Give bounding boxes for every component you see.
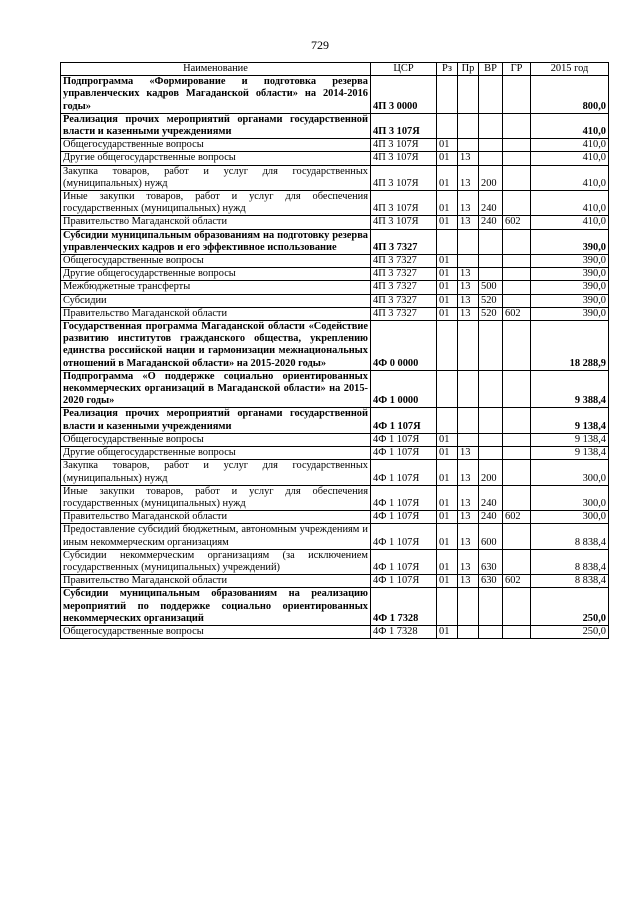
row-pr: 13 bbox=[458, 281, 479, 294]
row-vr bbox=[479, 433, 503, 446]
row-vr: 200 bbox=[479, 165, 503, 190]
row-rz: 01 bbox=[437, 549, 458, 574]
row-gr bbox=[503, 408, 531, 433]
row-amount: 390,0 bbox=[531, 229, 609, 254]
row-vr bbox=[479, 321, 503, 371]
row-pr bbox=[458, 113, 479, 138]
header-amount: 2015 год bbox=[531, 63, 609, 76]
header-rz: Рз bbox=[437, 63, 458, 76]
row-amount: 250,0 bbox=[531, 588, 609, 626]
row-amount: 390,0 bbox=[531, 281, 609, 294]
row-csr: 4П 3 0000 bbox=[371, 76, 437, 114]
table-row bbox=[61, 152, 609, 165]
row-pr: 13 bbox=[458, 575, 479, 588]
row-rz: 01 bbox=[437, 152, 458, 165]
row-gr bbox=[503, 321, 531, 371]
row-rz: 01 bbox=[437, 307, 458, 320]
row-amount: 9 138,4 bbox=[531, 408, 609, 433]
row-rz bbox=[437, 370, 458, 408]
row-pr: 13 bbox=[458, 460, 479, 485]
row-gr bbox=[503, 165, 531, 190]
table-row bbox=[61, 524, 609, 549]
row-rz: 01 bbox=[437, 281, 458, 294]
row-pr: 13 bbox=[458, 165, 479, 190]
row-gr bbox=[503, 255, 531, 268]
row-csr: 4Ф 1 107Я bbox=[371, 549, 437, 574]
table-row bbox=[61, 281, 609, 294]
row-csr: 4П 3 7327 bbox=[371, 281, 437, 294]
row-gr: 602 bbox=[503, 511, 531, 524]
row-vr bbox=[479, 408, 503, 433]
header-csr: ЦСР bbox=[371, 63, 437, 76]
row-rz: 01 bbox=[437, 625, 458, 638]
row-rz: 01 bbox=[437, 255, 458, 268]
row-pr: 13 bbox=[458, 216, 479, 229]
row-vr: 630 bbox=[479, 549, 503, 574]
row-amount: 9 138,4 bbox=[531, 447, 609, 460]
row-csr: 4Ф 1 7328 bbox=[371, 625, 437, 638]
table-row bbox=[61, 229, 609, 254]
row-amount: 410,0 bbox=[531, 139, 609, 152]
table-row bbox=[61, 408, 609, 433]
row-csr: 4Ф 0 0000 bbox=[371, 321, 437, 371]
row-name: Субсидии муниципальным образованиям на реализацию мероприятий по поддержке социально ориентированных некоммерческих организаций bbox=[61, 588, 371, 626]
row-gr bbox=[503, 460, 531, 485]
table-row bbox=[61, 433, 609, 446]
row-gr bbox=[503, 485, 531, 510]
row-name: Правительство Магаданской области bbox=[61, 216, 371, 229]
row-amount: 390,0 bbox=[531, 255, 609, 268]
row-gr: 602 bbox=[503, 575, 531, 588]
row-pr: 13 bbox=[458, 485, 479, 510]
row-vr bbox=[479, 113, 503, 138]
row-pr bbox=[458, 433, 479, 446]
row-rz: 01 bbox=[437, 575, 458, 588]
row-name: Подпрограмма «Формирование и подготовка резерва управленческих кадров Магаданской области» на 2014-2016 годы» bbox=[61, 76, 371, 114]
row-amount: 410,0 bbox=[531, 216, 609, 229]
table-row bbox=[61, 460, 609, 485]
row-csr: 4П 3 107Я bbox=[371, 113, 437, 138]
row-pr: 13 bbox=[458, 447, 479, 460]
row-name: Правительство Магаданской области bbox=[61, 575, 371, 588]
table-row bbox=[61, 511, 609, 524]
row-vr: 500 bbox=[479, 281, 503, 294]
row-amount: 250,0 bbox=[531, 625, 609, 638]
row-gr bbox=[503, 139, 531, 152]
row-csr: 4Ф 1 107Я bbox=[371, 433, 437, 446]
row-rz: 01 bbox=[437, 447, 458, 460]
row-rz: 01 bbox=[437, 216, 458, 229]
row-pr: 13 bbox=[458, 294, 479, 307]
row-csr: 4Ф 1 107Я bbox=[371, 460, 437, 485]
row-gr bbox=[503, 524, 531, 549]
row-pr bbox=[458, 408, 479, 433]
row-name: Правительство Магаданской области bbox=[61, 511, 371, 524]
table-row bbox=[61, 447, 609, 460]
row-rz: 01 bbox=[437, 524, 458, 549]
row-rz: 01 bbox=[437, 165, 458, 190]
row-pr bbox=[458, 625, 479, 638]
row-amount: 300,0 bbox=[531, 485, 609, 510]
row-amount: 9 388,4 bbox=[531, 370, 609, 408]
row-csr: 4Ф 1 0000 bbox=[371, 370, 437, 408]
row-vr bbox=[479, 625, 503, 638]
table-row bbox=[61, 370, 609, 408]
row-vr bbox=[479, 370, 503, 408]
row-gr bbox=[503, 268, 531, 281]
row-name: Иные закупки товаров, работ и услуг для обеспечения государственных (муниципальных) нужд bbox=[61, 191, 371, 216]
row-vr: 520 bbox=[479, 294, 503, 307]
row-vr bbox=[479, 255, 503, 268]
row-pr: 13 bbox=[458, 268, 479, 281]
row-vr: 520 bbox=[479, 307, 503, 320]
row-name: Общегосударственные вопросы bbox=[61, 139, 371, 152]
row-csr: 4П 3 7327 bbox=[371, 294, 437, 307]
row-gr bbox=[503, 281, 531, 294]
row-pr: 13 bbox=[458, 307, 479, 320]
row-name: Субсидии муниципальным образованиям на подготовку резерва управленческих кадров и его эффективное использование bbox=[61, 229, 371, 254]
row-rz: 01 bbox=[437, 268, 458, 281]
row-csr: 4П 3 7327 bbox=[371, 255, 437, 268]
row-vr: 240 bbox=[479, 191, 503, 216]
row-csr: 4Ф 1 107Я bbox=[371, 485, 437, 510]
row-pr: 13 bbox=[458, 524, 479, 549]
row-amount: 8 838,4 bbox=[531, 575, 609, 588]
row-rz: 01 bbox=[437, 511, 458, 524]
row-csr: 4Ф 1 107Я bbox=[371, 511, 437, 524]
table-row bbox=[61, 321, 609, 371]
row-pr bbox=[458, 229, 479, 254]
row-gr bbox=[503, 625, 531, 638]
row-csr: 4П 3 107Я bbox=[371, 139, 437, 152]
row-csr: 4П 3 107Я bbox=[371, 165, 437, 190]
row-csr: 4П 3 107Я bbox=[371, 216, 437, 229]
row-gr bbox=[503, 76, 531, 114]
row-gr bbox=[503, 294, 531, 307]
table-row bbox=[61, 549, 609, 574]
row-vr: 630 bbox=[479, 575, 503, 588]
row-gr bbox=[503, 588, 531, 626]
row-amount: 9 138,4 bbox=[531, 433, 609, 446]
table-row bbox=[61, 625, 609, 638]
row-amount: 300,0 bbox=[531, 511, 609, 524]
row-gr bbox=[503, 191, 531, 216]
row-gr bbox=[503, 549, 531, 574]
row-amount: 800,0 bbox=[531, 76, 609, 114]
page-number: 729 bbox=[311, 38, 329, 52]
row-amount: 8 838,4 bbox=[531, 524, 609, 549]
row-name: Иные закупки товаров, работ и услуг для обеспечения государственных (муниципальных) нужд bbox=[61, 485, 371, 510]
row-rz: 01 bbox=[437, 460, 458, 485]
header-name: Наименование bbox=[61, 63, 371, 76]
row-amount: 390,0 bbox=[531, 307, 609, 320]
row-amount: 410,0 bbox=[531, 191, 609, 216]
table-row bbox=[61, 113, 609, 138]
row-name: Реализация прочих мероприятий органами государственной власти и казенными учреждениями bbox=[61, 113, 371, 138]
table-row bbox=[61, 588, 609, 626]
row-rz: 01 bbox=[437, 191, 458, 216]
header-pr: Пр bbox=[458, 63, 479, 76]
row-vr: 240 bbox=[479, 511, 503, 524]
row-pr bbox=[458, 76, 479, 114]
row-csr: 4П 3 7327 bbox=[371, 307, 437, 320]
row-vr bbox=[479, 76, 503, 114]
row-vr: 240 bbox=[479, 216, 503, 229]
table-row bbox=[61, 139, 609, 152]
row-pr bbox=[458, 370, 479, 408]
row-amount: 410,0 bbox=[531, 152, 609, 165]
table-row bbox=[61, 294, 609, 307]
row-gr bbox=[503, 370, 531, 408]
budget-table bbox=[60, 62, 609, 639]
row-rz: 01 bbox=[437, 485, 458, 510]
row-name: Предоставление субсидий бюджетным, автономным учреждениям и иным некоммерческим организациям bbox=[61, 524, 371, 549]
table-body bbox=[61, 76, 609, 639]
row-amount: 410,0 bbox=[531, 165, 609, 190]
row-pr bbox=[458, 321, 479, 371]
row-pr: 13 bbox=[458, 511, 479, 524]
row-name: Другие общегосударственные вопросы bbox=[61, 447, 371, 460]
row-vr bbox=[479, 447, 503, 460]
row-amount: 410,0 bbox=[531, 113, 609, 138]
row-rz: 01 bbox=[437, 433, 458, 446]
row-rz: 01 bbox=[437, 294, 458, 307]
row-gr bbox=[503, 152, 531, 165]
row-pr: 13 bbox=[458, 152, 479, 165]
row-amount: 8 838,4 bbox=[531, 549, 609, 574]
row-csr: 4Ф 1 107Я bbox=[371, 524, 437, 549]
row-csr: 4П 3 7327 bbox=[371, 268, 437, 281]
row-vr: 200 bbox=[479, 460, 503, 485]
row-gr bbox=[503, 113, 531, 138]
row-gr bbox=[503, 433, 531, 446]
table-row bbox=[61, 165, 609, 190]
row-rz bbox=[437, 113, 458, 138]
header-vr: ВР bbox=[479, 63, 503, 76]
row-rz bbox=[437, 76, 458, 114]
row-csr: 4П 3 107Я bbox=[371, 191, 437, 216]
row-name: Общегосударственные вопросы bbox=[61, 255, 371, 268]
row-vr: 240 bbox=[479, 485, 503, 510]
row-csr: 4П 3 7327 bbox=[371, 229, 437, 254]
table-row bbox=[61, 268, 609, 281]
row-pr bbox=[458, 588, 479, 626]
row-rz bbox=[437, 321, 458, 371]
row-name: Подпрограмма «О поддержке социально ориентированных некоммерческих организаций в Магаданской области» на 2015-2020 годы» bbox=[61, 370, 371, 408]
row-gr bbox=[503, 447, 531, 460]
row-vr bbox=[479, 139, 503, 152]
row-name: Общегосударственные вопросы bbox=[61, 625, 371, 638]
row-name: Закупка товаров, работ и услуг для государственных (муниципальных) нужд bbox=[61, 460, 371, 485]
row-csr: 4Ф 1 107Я bbox=[371, 575, 437, 588]
row-rz bbox=[437, 408, 458, 433]
table-row bbox=[61, 76, 609, 114]
row-rz bbox=[437, 588, 458, 626]
row-name: Субсидии bbox=[61, 294, 371, 307]
row-pr bbox=[458, 255, 479, 268]
row-name: Другие общегосударственные вопросы bbox=[61, 152, 371, 165]
table-header-row bbox=[61, 63, 609, 76]
row-name: Межбюджетные трансферты bbox=[61, 281, 371, 294]
table-row bbox=[61, 216, 609, 229]
row-amount: 18 288,9 bbox=[531, 321, 609, 371]
table-row bbox=[61, 575, 609, 588]
row-csr: 4Ф 1 107Я bbox=[371, 408, 437, 433]
row-csr: 4П 3 107Я bbox=[371, 152, 437, 165]
row-pr bbox=[458, 139, 479, 152]
row-pr: 13 bbox=[458, 549, 479, 574]
row-name: Реализация прочих мероприятий органами государственной власти и казенными учреждениями bbox=[61, 408, 371, 433]
row-gr bbox=[503, 229, 531, 254]
row-vr bbox=[479, 268, 503, 281]
row-vr: 600 bbox=[479, 524, 503, 549]
row-pr: 13 bbox=[458, 191, 479, 216]
row-rz: 01 bbox=[437, 139, 458, 152]
header-gr: ГР bbox=[503, 63, 531, 76]
row-name: Правительство Магаданской области bbox=[61, 307, 371, 320]
row-name: Другие общегосударственные вопросы bbox=[61, 268, 371, 281]
row-csr: 4Ф 1 107Я bbox=[371, 447, 437, 460]
row-vr bbox=[479, 588, 503, 626]
row-vr bbox=[479, 229, 503, 254]
row-name: Общегосударственные вопросы bbox=[61, 433, 371, 446]
table-row bbox=[61, 485, 609, 510]
row-amount: 300,0 bbox=[531, 460, 609, 485]
row-csr: 4Ф 1 7328 bbox=[371, 588, 437, 626]
row-vr bbox=[479, 152, 503, 165]
row-gr: 602 bbox=[503, 216, 531, 229]
row-rz bbox=[437, 229, 458, 254]
row-name: Закупка товаров, работ и услуг для государственных (муниципальных) нужд bbox=[61, 165, 371, 190]
row-amount: 390,0 bbox=[531, 294, 609, 307]
row-name: Субсидии некоммерческим организациям (за исключением государственных (муниципальных) учреждений) bbox=[61, 549, 371, 574]
row-name: Государственная программа Магаданской области «Содействие развитию институтов гражданского общества, укреплению единства российской нации и гармонизации межнациональных отношений в Магаданской области» на 2015-2020 годы» bbox=[61, 321, 371, 371]
row-amount: 390,0 bbox=[531, 268, 609, 281]
table-row bbox=[61, 191, 609, 216]
table-row bbox=[61, 255, 609, 268]
table-row bbox=[61, 307, 609, 320]
row-gr: 602 bbox=[503, 307, 531, 320]
